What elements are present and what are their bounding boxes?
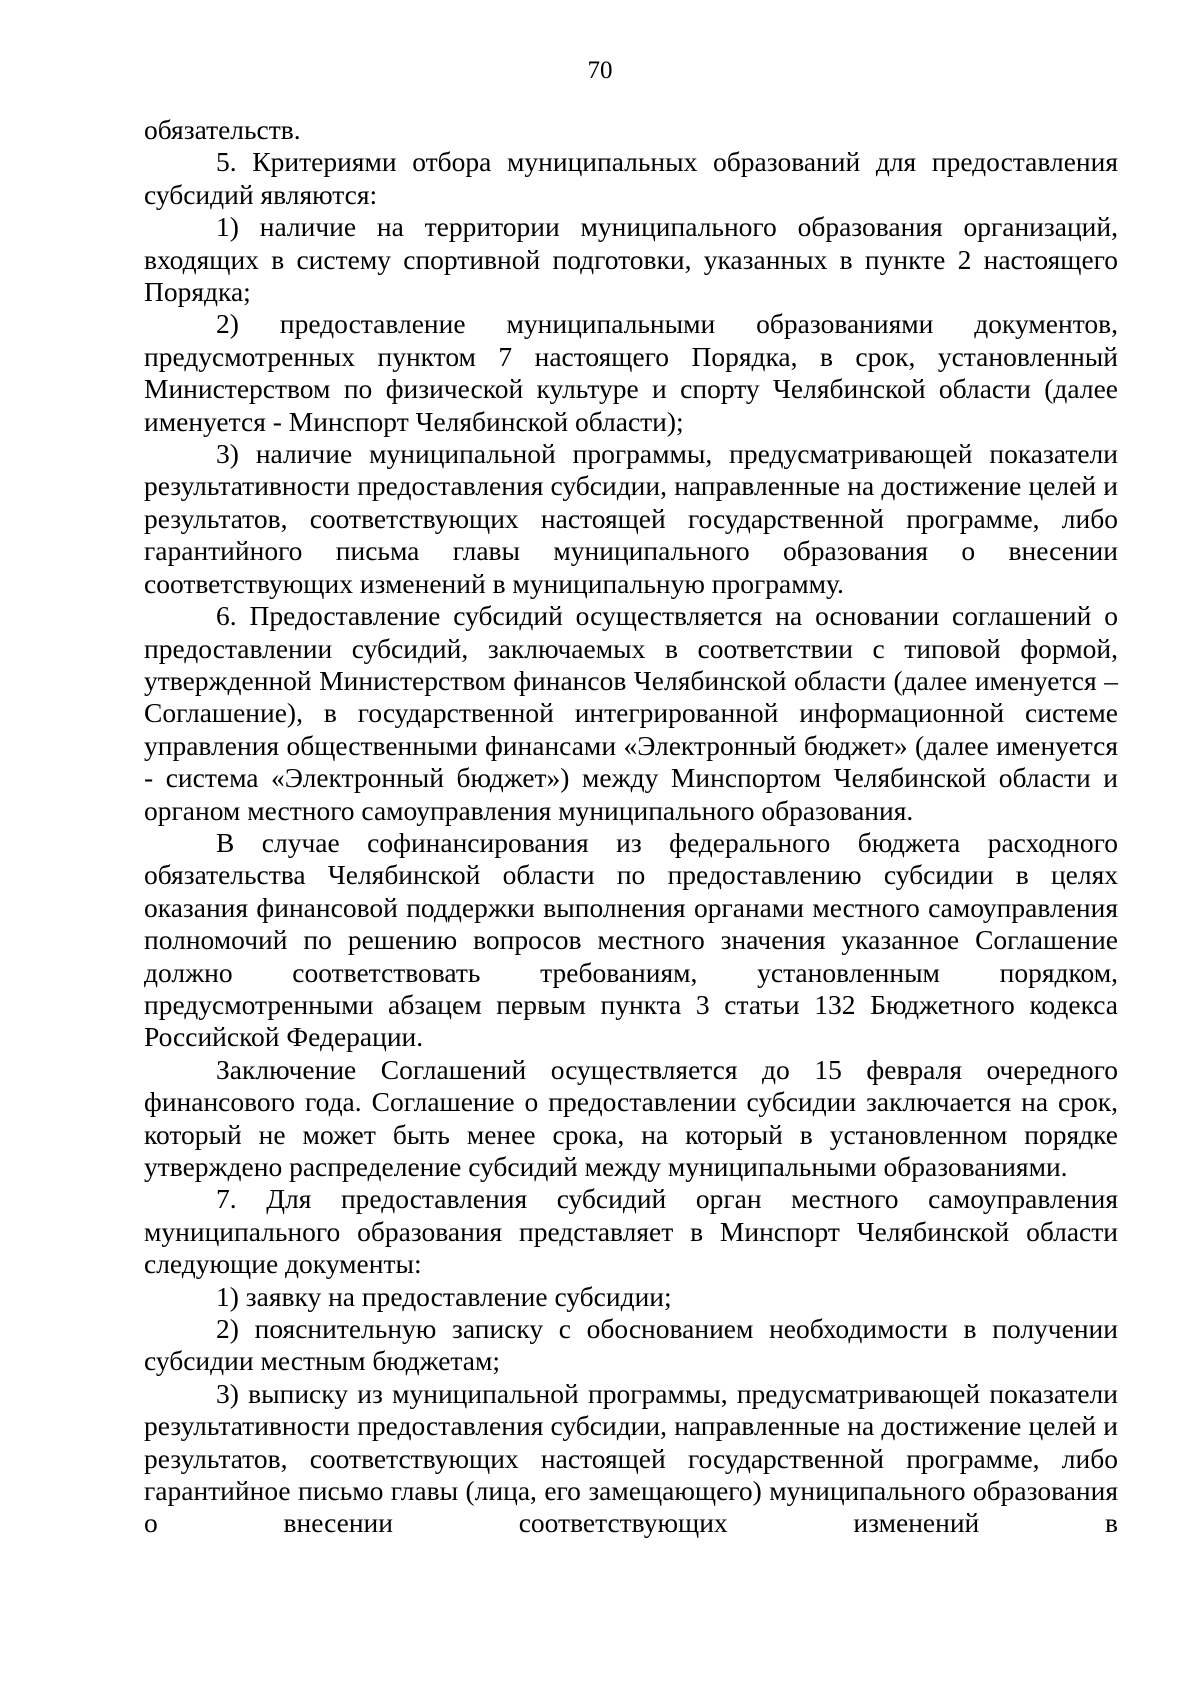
paragraph-item-6-agreements: 6. Предоставление субсидий осуществляется на основании соглашений о предоставлении субсидий, заключаемых в соответствии с типовой формой, утвержденной Министерством финансов Челябинской области (далее именуется – Соглашение), в государственной интегрированной информационной системе управления общественными финансами «Электронный бюджет» (далее именуется - система «Электронный бюджет») между Минспортом Челябинской области и органом местного самоуправления муниципального образования. — [144, 600, 1118, 826]
paragraph-cofinancing: В случае софинансирования из федерального бюджета расходного обязательства Челябинской области по предоставлению субсидии в целях оказания финансовой поддержки выполнения органами местного самоуправления полномочий по решению вопросов местного значения указанное Соглашение должно соответствовать требованиям, установленным порядком, предусмотренными абзацем первым пункта 3 статьи 132 Бюджетного кодекса Российской Федерации. — [144, 826, 1118, 1053]
paragraph-document-2: 2) пояснительную записку с обоснованием необходимости в получении субсидии местным бюджетам; — [144, 1313, 1118, 1377]
paragraph-document-1: 1) заявку на предоставление субсидии; — [216, 1280, 672, 1312]
paragraph-criterion-2: 2) предоставление муниципальными образованиями документов, предусмотренных пунктом 7 настоящего Порядка, в срок, установленный Министерством по физической культуре и спорту Челябинской области (далее именуется - Минспорт Челябинской области); — [144, 308, 1118, 437]
paragraph-document-3: 3) выписку из муниципальной программы, предусматривающей показатели результативности предоставления субсидии, направленные на достижение целей и результатов, соответствующих настоящей государственной программе, либо гарантийное письмо главы (лица, его замещающего) муниципального образования о внесении соответствующих изменений в — [144, 1377, 1118, 1539]
page-number: 70 — [587, 57, 613, 84]
paragraph-criterion-1: 1) наличие на территории муниципального образования организаций, входящих в систему спортивной подготовки, указанных в пункте 2 настоящего Порядка; — [144, 211, 1118, 308]
paragraph-item-7-documents: 7. Для предоставления субсидий орган местного самоуправления муниципального образования представляет в Минспорт Челябинской области следующие документы: — [144, 1183, 1118, 1280]
document-body — [144, 114, 1118, 1540]
paragraph-agreement-deadline: Заключение Соглашений осуществляется до 15 февраля очередного финансового года. Соглашение о предоставлении субсидии заключается на срок, который не может быть менее срока, на который в установленном порядке утверждено распределение субсидий между муниципальными образованиями. — [144, 1053, 1118, 1182]
paragraph-criterion-3: 3) наличие муниципальной программы, предусматривающей показатели результативности предоставления субсидии, направленные на достижение целей и результатов, соответствующих настоящей государственной программе, либо гарантийного письма главы муниципального образования о внесении соответствующих изменений в муниципальную программу. — [144, 438, 1118, 599]
paragraph-continuation: обязательств. — [144, 114, 301, 145]
paragraph-item-5-criteria: 5. Критериями отбора муниципальных образований для предоставления субсидий являются: — [144, 146, 1118, 210]
